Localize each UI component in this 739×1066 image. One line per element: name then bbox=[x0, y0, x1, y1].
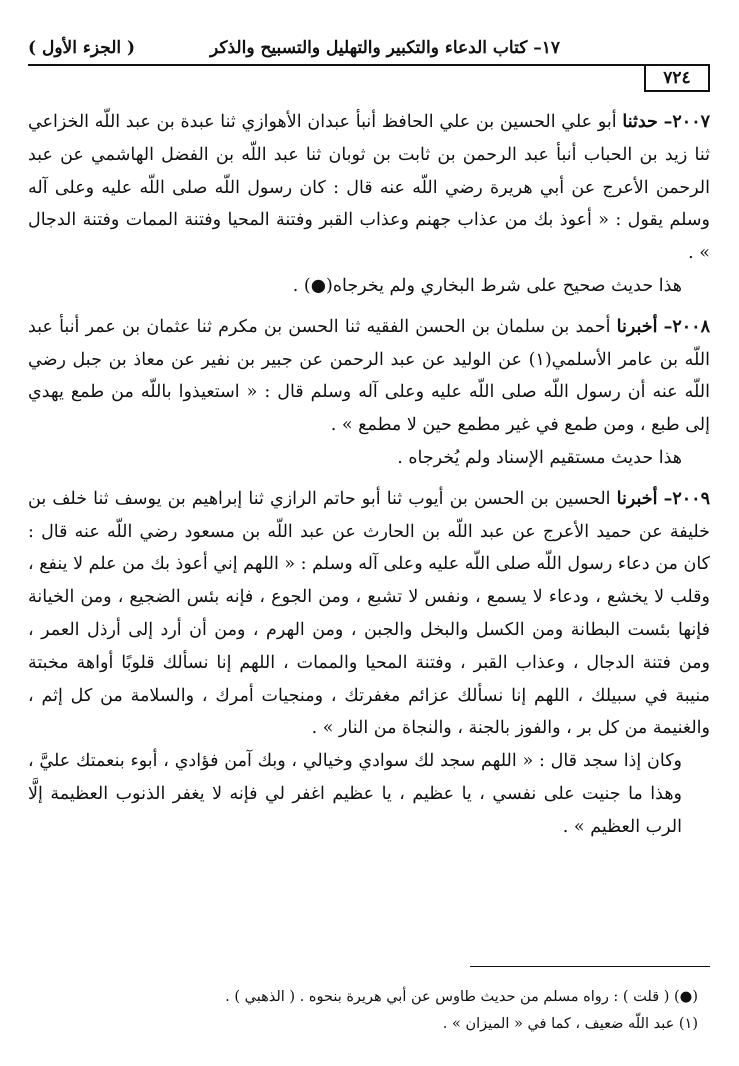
hadith-text: أبو علي الحسين بن علي الحافظ أنبأ عبدان الأهوازي ثنا عبدة بن عبد اللّه الخزاعي ثنا زيد بن الحباب أنبأ عبد الرحمن بن ثابت بن ثوبان ثنا عبد اللّه بن الفضل الهاشمي عن عبد الرحمن الأعرج عن أبي هريرة رضي اللّه عنه قال : كان رسول اللّه صلى اللّه عليه وعلى آله وسلم يقول : « أعوذ بك من عذاب جهنم وعذاب القبر وفتنة المحيا وفتنة الممات وفتنة الدجال » . bbox=[28, 112, 710, 264]
hadith-2008 bbox=[28, 311, 710, 442]
hadith-number: ٢٠٠٩– bbox=[663, 488, 710, 509]
hadith-text: الحسين بن الحسن بن أيوب ثنا أبو حاتم الرازي ثنا إبراهيم بن يوسف ثنا خلف بن خليفة عن حميد الأعرج عن عبد اللّه بن الحارث عن عبد اللّه بن مسعود رضي اللّه عنه قال : كان من دعاء رسول اللّه صلى اللّه عليه وعلى آله وسلم : « اللهم إني أعوذ بك من علم لا ينفع ، وقلب لا يخشع ، ودعاء لا يسمع ، ونفس لا تشبع ، ومن الجوع ، فإنه بئس الضجيع ، ومن الخيانة فإنها بئست البطانة ومن الكسل والبخل والجبن ، ومن الهرم ، ومن أن أرد إلى أرذل العمر ، ومن فتنة الدجال ، وعذاب القبر ، وفتنة المحيا والممات ، اللهم إنا نسألك قلوبًا أواهة مخبتة منيبة في سبيلك ، اللهم إنا نسألك عزائم مغفرتك ، ومنجيات أمرك ، والسلامة من كل إثم ، والغنيمة من كل بر ، والفوز بالجنة ، والنجاة من النار » . bbox=[28, 488, 710, 739]
hadith-lead: أخبرنا bbox=[616, 316, 658, 337]
hadith-2007 bbox=[28, 106, 710, 270]
hadith-grading: هذا حديث صحيح على شرط البخاري ولم يخرجاه(●) . bbox=[292, 275, 682, 296]
chapter-title: ١٧– كتاب الدعاء والتكبير والتهليل والتسبيح والذكر bbox=[210, 38, 560, 58]
header-rule bbox=[28, 64, 710, 66]
hadith-text: أحمد بن سلمان بن الحسن الفقيه ثنا الحسن بن مكرم ثنا عثمان بن عمر أنبأ عبد اللّه بن عامر الأسلمي(١) عن الوليد عن عبد الرحمن عن جبير بن نفير عن معاذ بن جبل رضي اللّه عنه أن رسول اللّه صلى اللّه عليه وعلى آله وسلم قال : « استعيذوا باللّه من طمع يهدي إلى طبع ، ومن طمع في غير مطمع حين لا مطمع » . bbox=[28, 316, 710, 436]
hadith-lead: حدثنا bbox=[622, 112, 658, 132]
hadith-2009 bbox=[28, 483, 710, 745]
footnote: (١) عبد اللّه ضعيف ، كما في « الميزان » . bbox=[442, 1016, 698, 1032]
page-number: ٧٢٤ bbox=[644, 64, 710, 92]
running-header bbox=[28, 34, 710, 88]
hadith-number: ٢٠٠٧– bbox=[663, 112, 710, 132]
volume-label: ( الجزء الأول ) bbox=[28, 38, 136, 58]
page bbox=[28, 34, 710, 1044]
footnote-rule bbox=[470, 966, 710, 967]
hadith-grading: هذا حديث مستقيم الإسناد ولم يُخرجاه . bbox=[397, 447, 682, 468]
hadith-continuation: وكان إذا سجد قال : « اللهم سجد لك سوادي وخيالي ، وبك آمن فؤادي ، أبوء بنعمتك عليَّ ، وهذا ما جنيت على نفسي ، يا عظيم ، يا عظيم اغفر لي فإنه لا يغفر الذنوب العظيمة إلَّا الرب العظيم » . bbox=[28, 751, 682, 837]
footnotes bbox=[28, 984, 710, 1038]
hadith-number: ٢٠٠٨– bbox=[663, 316, 710, 337]
main-text bbox=[28, 106, 710, 844]
hadith-lead: أخبرنا bbox=[616, 488, 658, 509]
footnote: (●) ( قلت ) : رواه مسلم من حديث طاوس عن أبي هريرة بنحوه . ( الذهبي ) . bbox=[225, 989, 698, 1005]
